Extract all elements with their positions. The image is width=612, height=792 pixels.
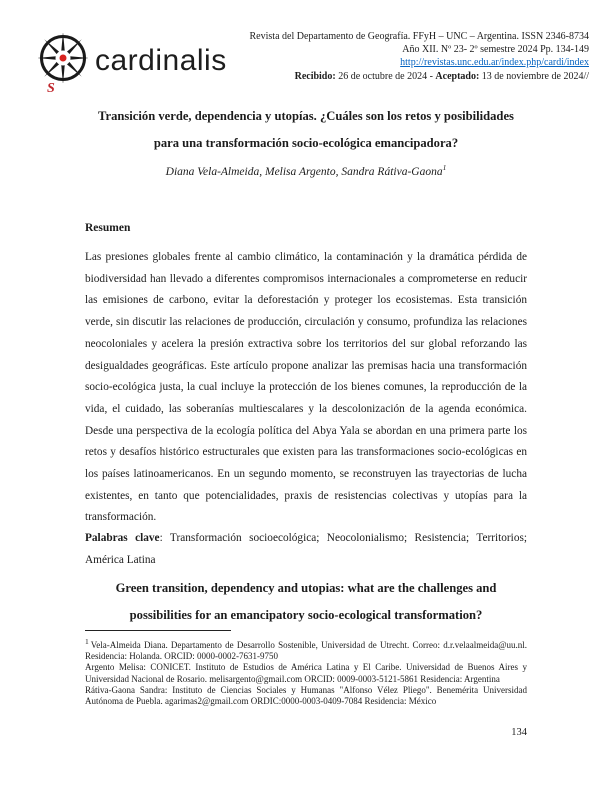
footnote-separator (85, 630, 231, 631)
journal-header-info (219, 30, 589, 83)
article-title-en: Green transition, dependency and utopias: what are the challenges and possibilities for an emancipatory socio-ecological transformation? (115, 581, 497, 622)
journal-url-link[interactable]: http://revistas.unc.edu.ar/index.php/cardi/index (400, 57, 589, 69)
aceptado-value: 13 de noviembre de 2024// (479, 70, 589, 82)
footnote-author-2 (85, 662, 527, 684)
journal-info-line-1: Revista del Departamento de Geografía. FFyH – UNC – Argentina. ISSN 2346-8734 (249, 31, 589, 42)
recibido-label: Recibido: (294, 70, 336, 82)
footnotes-block (85, 636, 527, 707)
authors-line (85, 163, 527, 178)
keywords-label: Palabras clave (85, 532, 160, 544)
compass-rose-icon (38, 33, 88, 83)
journal-info-line-2: Año XII. Nº 23- 2º semestre 2024 Pp. 134-149 (402, 44, 589, 56)
footnote-author-1 (85, 636, 527, 662)
article-title-es: Transición verde, dependencia y utopías. ¿Cuáles son los retos y posibilidades para una transformación socio-ecológica emancipadora? (98, 109, 514, 150)
aceptado-label: Aceptado: (435, 70, 480, 82)
keywords-value: : Transformación socioecológica; Neocolonialismo; Resistencia; Territorios; América Latina (85, 532, 528, 566)
logo-wordmark: cardinalis (95, 44, 227, 77)
footnote-marker: 1 (85, 637, 89, 646)
journal-link-line (219, 56, 589, 69)
abstract-text: Las presiones globales frente al cambio climático, la contaminación y la dramática pérdida de biodiversidad han llevado a diferentes compromisos internacionales a comprometerse en reducir las emisiones de carbono, evitar la deforestación y proteger los ecosistemas. Esta transición verde, sin discutir las relaciones de producción, circulación y consumo, profundiza las relaciones neocoloniales y acelera la presión extractiva sobre los territorios del sur global reforzando las desigualdades geográficas. Este artículo propone analizar las premisas hacia una transformación socio-ecológica justa, la cual incluye la protección de los bienes comunes, la reproducción de la vida, el cuidado, las soberanías multiescalares y la descolonización de la agenda económica. Desde una perspectiva de la ecología política del Abya Yala se abordan en una primera parte los retos y desafíos histórico estructurales que existen para las transformaciones socio-ecológicas en los países latinoamericanos. En un segundo momento, se reconstruyen las trayectorias de lucha existentes, en tanto que potencialidades, praxis de resistencias colectivas y utopías para la transformación. (85, 251, 527, 524)
footnote-3-text: Rátiva-Gaona Sandra: Instituto de Ciencias Sociales y Humanas "Alfonso Vélez Pliego". Benemérita Universidad Autónoma de Puebla. agarimas2@gmail.com ORDIC:0000-0003-0409-7084 Residencia: México (85, 684, 527, 707)
authors-names: Diana Vela-Almeida, Melisa Argento, Sandra Rátiva-Gaona (165, 165, 443, 178)
footnote-1-text: Vela-Almeida Diana. Departamento de Desarrollo Sostenible, Universidad de Utrecht. Correo: d.r.velaalmeida@uu.nl. Residencia: Holanda. ORCID: 0000-0002-7631-9750 (85, 640, 527, 662)
recibido-value: 26 de octubre de 2024 - (335, 70, 436, 82)
logo-s-mark: S (47, 81, 55, 96)
footnote-author-3 (85, 685, 527, 707)
keywords-line (85, 528, 527, 571)
compass-rose-icon (38, 33, 88, 99)
received-accepted-line (219, 70, 589, 83)
resumen-heading: Resumen (85, 222, 131, 234)
authors-footnote-marker: 1 (442, 163, 447, 172)
page-number: 134 (511, 727, 527, 738)
footnote-2-text: Argento Melisa: CONICET. Instituto de Estudios de América Latina y El Caribe. Universidad de Buenos Aires y Universidad Nacional de Rosario. melisargento@gmail.com ORCID: 0009-0003-5121-5861 Residencia: Argentina (85, 662, 527, 684)
